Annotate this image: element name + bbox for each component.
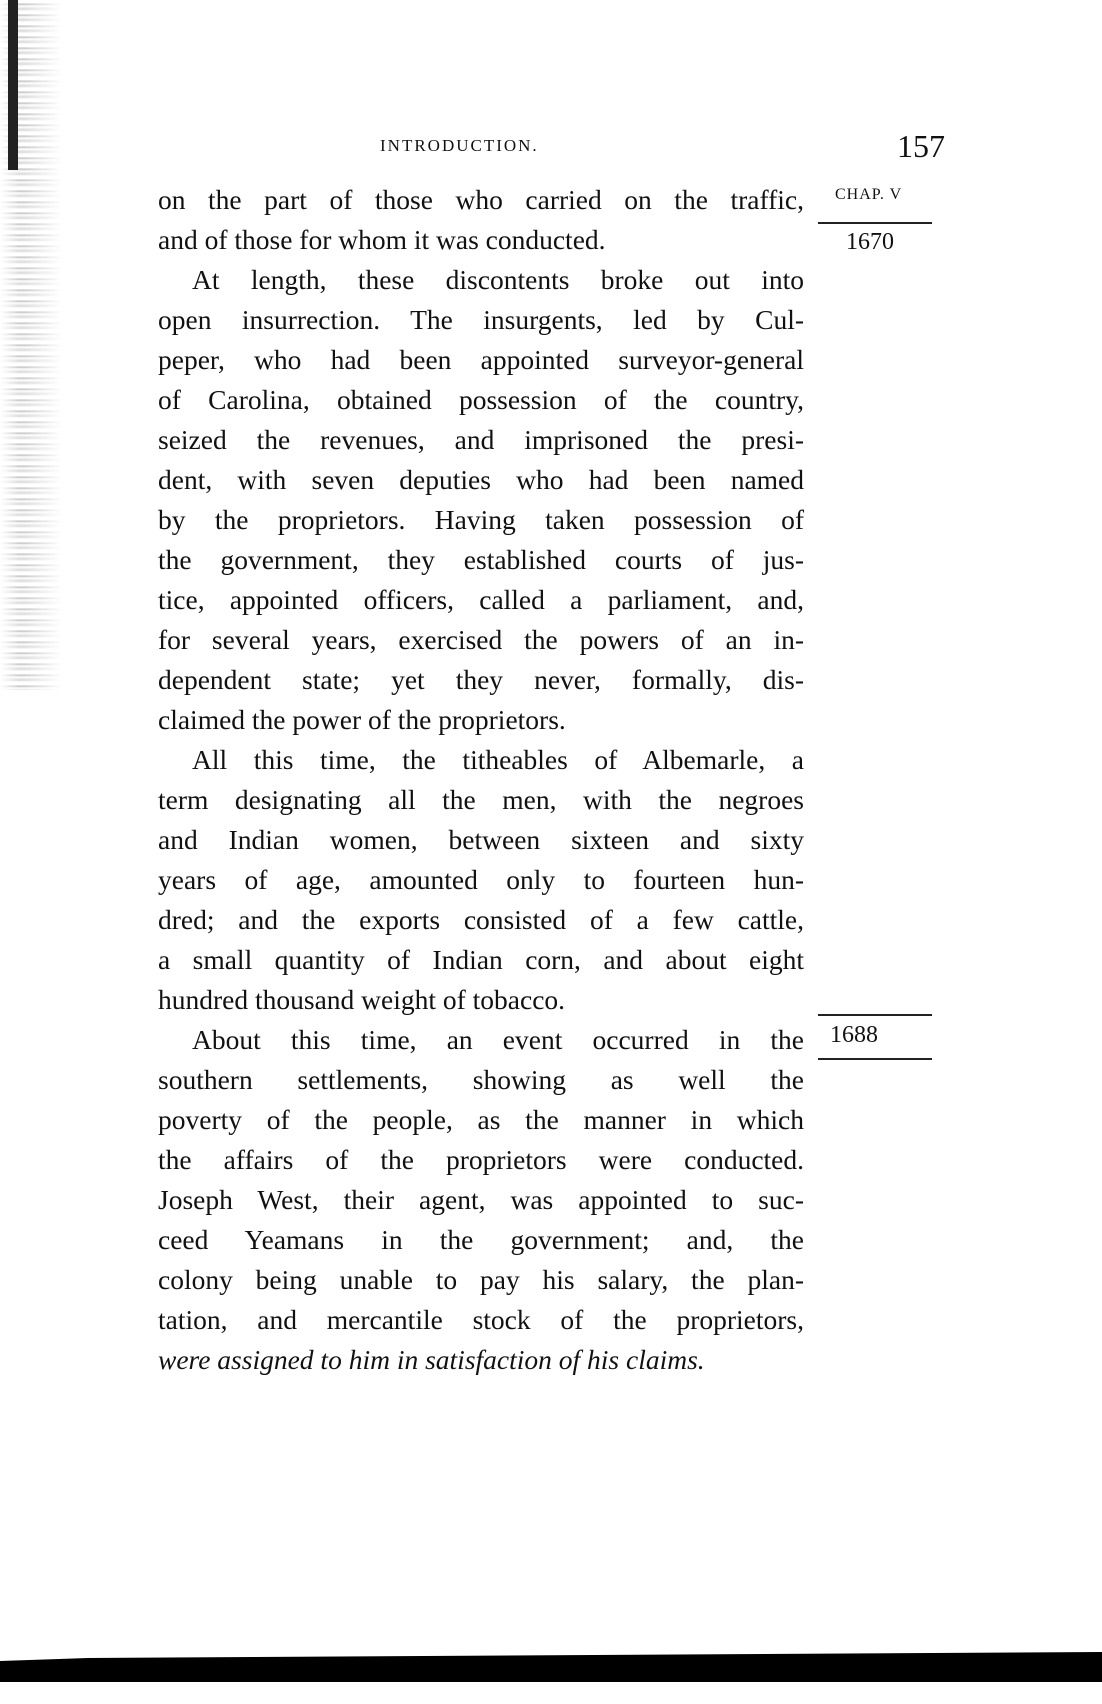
text-line: All this time, the titheables of Albemarle, a — [192, 744, 804, 775]
text-line: the affairs of the proprietors were conducted. — [158, 1144, 804, 1175]
margin-year-1688: 1688 — [830, 1022, 878, 1048]
margin-rule — [818, 1058, 932, 1060]
text-line: tice, appointed officers, called a parliament, and, — [158, 584, 804, 615]
text-line: and of those for whom it was conducted. — [158, 224, 606, 255]
text-line: on the part of those who carried on the traffic, — [158, 184, 804, 215]
text-line: seized the revenues, and imprisoned the presi- — [158, 424, 804, 455]
text-line: a small quantity of Indian corn, and about eight — [158, 944, 804, 975]
text-line: Joseph West, their agent, was appointed to suc- — [158, 1184, 804, 1215]
margin-rule — [818, 1014, 932, 1016]
text-line: dependent state; yet they never, formally, dis- — [158, 664, 804, 695]
page-number: 157 — [897, 128, 945, 164]
text-line: years of age, amounted only to fourteen hun- — [158, 864, 804, 895]
text-line: About this time, an event occurred in the — [192, 1024, 804, 1055]
text-line: At length, these discontents broke out into — [192, 264, 804, 295]
text-line: dred; and the exports consisted of a few cattle, — [158, 904, 804, 935]
text-line: were assigned to him in satisfaction of his claims. — [158, 1344, 705, 1375]
margin-year-1670: 1670 — [846, 229, 894, 255]
scan-binding-shadow — [8, 0, 18, 170]
text-line: claimed the power of the proprietors. — [158, 704, 566, 735]
running-title: INTRODUCTION. — [380, 136, 539, 155]
text-line: southern settlements, showing as well the — [158, 1064, 804, 1095]
text-line: open insurrection. The insurgents, led by Cul- — [158, 304, 804, 335]
text-line: term designating all the men, with the negroes — [158, 784, 804, 815]
text-line: dent, with seven deputies who had been named — [158, 464, 804, 495]
text-line: poverty of the people, as the manner in which — [158, 1104, 804, 1135]
text-line: hundred thousand weight of tobacco. — [158, 984, 566, 1015]
text-line: tation, and mercantile stock of the proprietors, — [158, 1304, 804, 1335]
text-line: ceed Yeamans in the government; and, the — [158, 1224, 804, 1255]
body-text — [158, 180, 804, 1380]
margin-rule — [818, 222, 932, 224]
text-line: peper, who had been appointed surveyor-general — [158, 344, 804, 375]
text-line: the government, they established courts of jus- — [158, 544, 804, 575]
scan-bottom-edge — [0, 1652, 1102, 1682]
margin-chapter: CHAP. V — [835, 186, 903, 203]
text-line: by the proprietors. Having taken possession of — [158, 504, 804, 535]
text-line: for several years, exercised the powers of an in- — [158, 624, 804, 655]
text-line: of Carolina, obtained possession of the country, — [158, 384, 804, 415]
text-line: colony being unable to pay his salary, the plan- — [158, 1264, 804, 1295]
text-line: and Indian women, between sixteen and sixty — [158, 824, 804, 855]
